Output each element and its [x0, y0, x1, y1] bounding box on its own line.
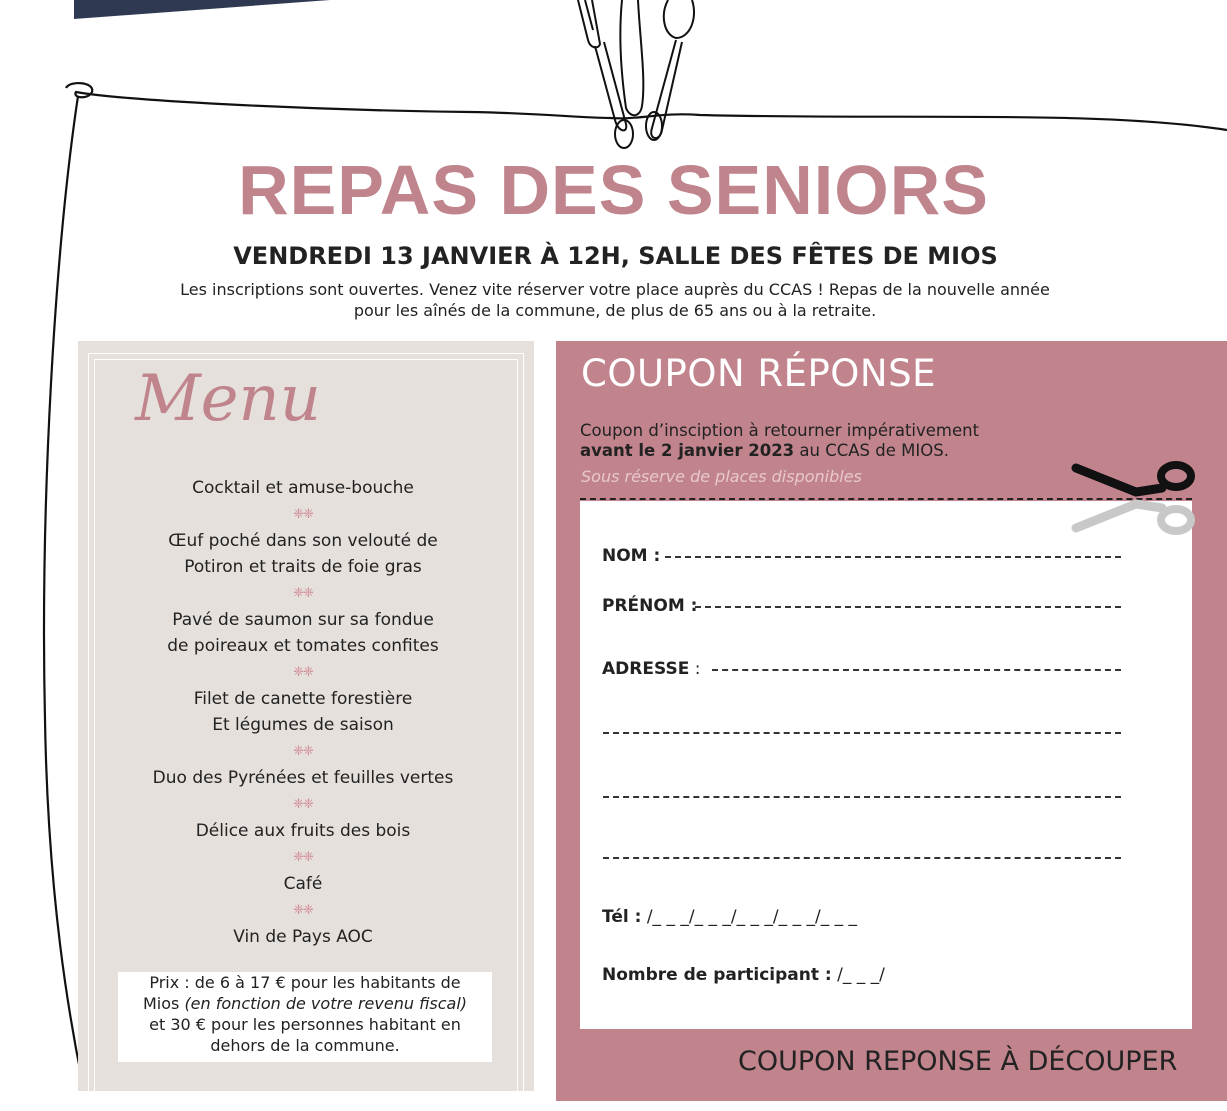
menu-title: Menu — [135, 362, 321, 436]
nom-label — [602, 546, 660, 566]
menu-course: Délice aux fruits des bois — [195, 821, 411, 841]
intro-line: Les inscriptions sont ouvertes. Venez vite réserver votre place auprès du CCAS ! Repas de la nouvelle année — [180, 280, 1050, 299]
menu-course: Filet de canette forestière — [193, 689, 413, 709]
intro-text — [100, 279, 1130, 321]
menu-course: Café — [283, 874, 323, 894]
menu-course: Œuf poché dans son velouté de — [168, 531, 438, 551]
menu-separator: ❈❈ — [293, 665, 313, 680]
coupon-form — [580, 501, 1192, 1029]
nom-label-text: NOM : — [602, 546, 661, 566]
adresse-input-line3[interactable] — [603, 796, 1121, 798]
coupon-desc-rest: au CCAS de MIOS. — [794, 441, 949, 460]
menu-separator: ❈❈ — [293, 744, 313, 759]
menu-course: Cocktail et amuse-bouche — [192, 478, 414, 498]
menu-separator: ❈❈ — [293, 586, 313, 601]
scissors-icon — [1066, 452, 1196, 544]
adresse-input-line2[interactable] — [603, 732, 1121, 734]
coupon-title: COUPON RÉPONSE — [581, 352, 936, 395]
page-title: REPAS DES SENIORS — [238, 151, 989, 229]
price-info — [118, 972, 492, 1062]
cutlery-icon — [578, 0, 694, 148]
coupon-desc-line — [580, 441, 979, 461]
participants-pattern: /_ _ _/ — [837, 965, 885, 985]
menu-course: Potiron et traits de foie gras — [184, 557, 422, 577]
nom-input[interactable] — [665, 556, 1121, 558]
coupon-deadline: avant le 2 janvier 2023 — [580, 441, 795, 460]
menu-separator: ❈❈ — [293, 903, 313, 918]
price-line-text: Mios — [142, 994, 185, 1013]
menu-course: Duo des Pyrénées et feuilles vertes — [152, 768, 454, 788]
adresse-input-line4[interactable] — [603, 857, 1121, 859]
menu-course: Vin de Pays AOC — [233, 927, 373, 947]
coupon-desc-line: Coupon d’insciption à retourner impérativement — [580, 421, 980, 440]
coupon-note: Sous réserve de places disponibles — [581, 467, 862, 486]
menu-course: Et légumes de saison — [212, 715, 394, 735]
menu-list — [78, 475, 528, 950]
adresse-input-line1[interactable] — [712, 669, 1121, 671]
price-line: et 30 € pour les personnes habitant en — [149, 1015, 461, 1034]
price-line-italic: (en fonction de votre revenu fiscal) — [184, 994, 468, 1013]
menu-course: de poireaux et tomates confites — [167, 636, 439, 656]
menu-course: Pavé de saumon sur sa fondue — [172, 610, 434, 630]
prenom-input[interactable] — [695, 606, 1121, 608]
adresse-colon: : — [689, 659, 701, 679]
tel-label: Tél : — [602, 907, 642, 927]
adresse-label-text: ADRESSE — [602, 659, 690, 679]
tel-field[interactable] — [602, 907, 857, 927]
menu-separator: ❈❈ — [293, 797, 313, 812]
coupon-description — [580, 421, 979, 461]
price-line: Prix : de 6 à 17 € pour les habitants de — [149, 973, 461, 992]
menu-separator: ❈❈ — [293, 850, 313, 865]
participants-label: Nombre de participant : — [602, 965, 832, 985]
tel-pattern: /_ _ _/_ _ _/_ _ _/_ _ _/_ _ _ — [646, 907, 858, 927]
prenom-label-text: PRÉNOM : — [602, 596, 698, 616]
adresse-label — [602, 659, 700, 679]
event-date-location: VENDREDI 13 JANVIER À 12H, SALLE DES FÊTES DE MIOS — [233, 242, 998, 270]
intro-line: pour les aînés de la commune, de plus de 65 ans ou à la retraite. — [353, 301, 877, 320]
price-line — [118, 993, 492, 1014]
menu-separator: ❈❈ — [293, 507, 313, 522]
coupon-footer: COUPON REPONSE À DÉCOUPER — [738, 1046, 1178, 1077]
price-line: dehors de la commune. — [210, 1036, 400, 1055]
prenom-label — [602, 596, 697, 616]
photo-corner — [74, 0, 330, 19]
participants-field[interactable] — [602, 965, 885, 985]
